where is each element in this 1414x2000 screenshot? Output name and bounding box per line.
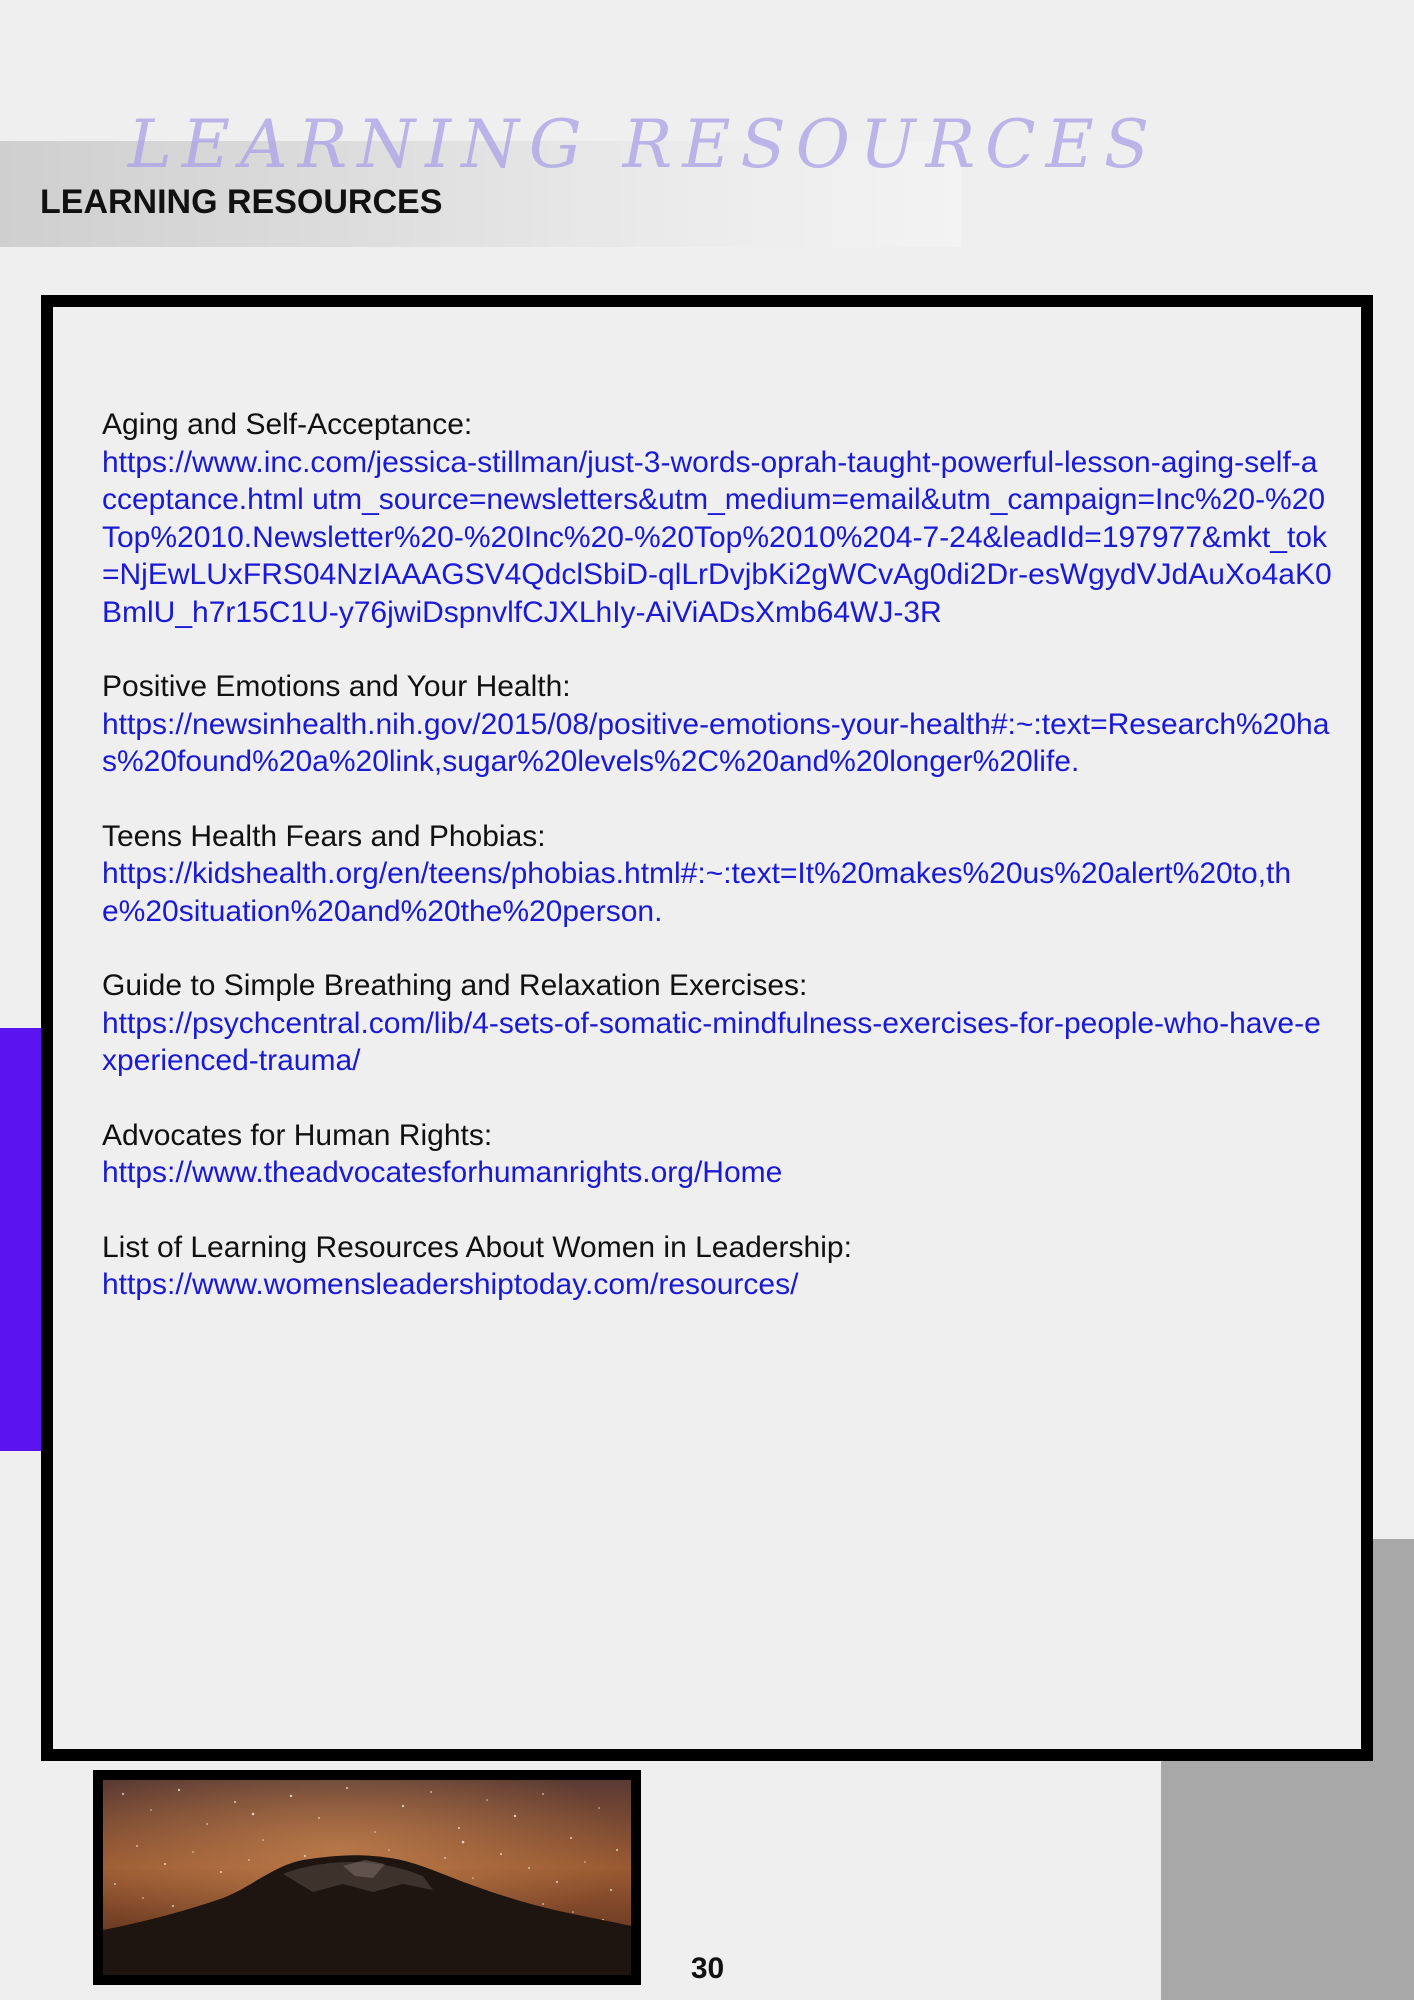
resource-title: List of Learning Resources About Women in Leadership: <box>102 1230 852 1264</box>
page-title: LEARNING RESOURCES <box>40 183 443 221</box>
page-number: 30 <box>690 1952 725 1985</box>
mountain-night-sky-photo <box>93 1770 641 1985</box>
resource-entry <box>102 1229 1332 1304</box>
resource-entry <box>102 406 1332 631</box>
resource-title: Positive Emotions and Your Health: <box>102 670 571 703</box>
mountain-night-sky-image <box>103 1780 631 1975</box>
resource-link[interactable]: https://www.theadvocatesforhumanrights.org/Home <box>102 1156 783 1189</box>
header-script-title: LEARNING RESOURCES <box>128 106 1160 183</box>
resource-title: Teens Health Fears and Phobias: <box>102 819 546 853</box>
resource-title: Advocates for Human Rights: <box>102 1118 493 1152</box>
resource-entry <box>102 818 1332 931</box>
resource-title: Aging and Self-Acceptance: <box>102 408 473 441</box>
resource-link[interactable]: https://www.womensleadershiptoday.com/resources/ <box>102 1268 799 1301</box>
resource-link[interactable]: https://www.inc.com/jessica-stillman/just-3-words-oprah-taught-powerful-lesson-aging-self-acceptance.html utm_source=newsletters&utm_medium=email&utm_campaign=Inc%20-%20Top%2010.Newsletter%20-%20Inc%20-%20Top%2010%204-7-24&leadId=197977&mkt_tok=NjEwLUxFRS04NzIAAAGSV4QdclSbiD-qlLrDvjbKi2gWCvAg0di2Dr-esWgydVJdAuXo4aK0BmlU_h7r15C1U-y76jwiDspnvlfCJXLhIy-AiViADsXmb64WJ-3R <box>102 445 1332 629</box>
resource-list <box>102 406 1332 1341</box>
accent-bar <box>0 1028 42 1451</box>
resource-entry <box>102 1117 1332 1192</box>
resource-link[interactable]: https://kidshealth.org/en/teens/phobias.html#:~:text=It%20makes%20us%20alert%20to,the%20situation%20and%20the%20person. <box>102 857 1292 928</box>
resource-entry <box>102 668 1332 781</box>
resource-entry <box>102 967 1332 1080</box>
resource-title: Guide to Simple Breathing and Relaxation Exercises: <box>102 969 808 1002</box>
resource-link[interactable]: https://psychcentral.com/lib/4-sets-of-somatic-mindfulness-exercises-for-people-who-have-experienced-trauma/ <box>102 1006 1321 1077</box>
resource-link[interactable]: https://newsinhealth.nih.gov/2015/08/positive-emotions-your-health#:~:text=Research%20has%20found%20a%20link,sugar%20levels%2C%20and%20longer%20life. <box>102 707 1330 778</box>
